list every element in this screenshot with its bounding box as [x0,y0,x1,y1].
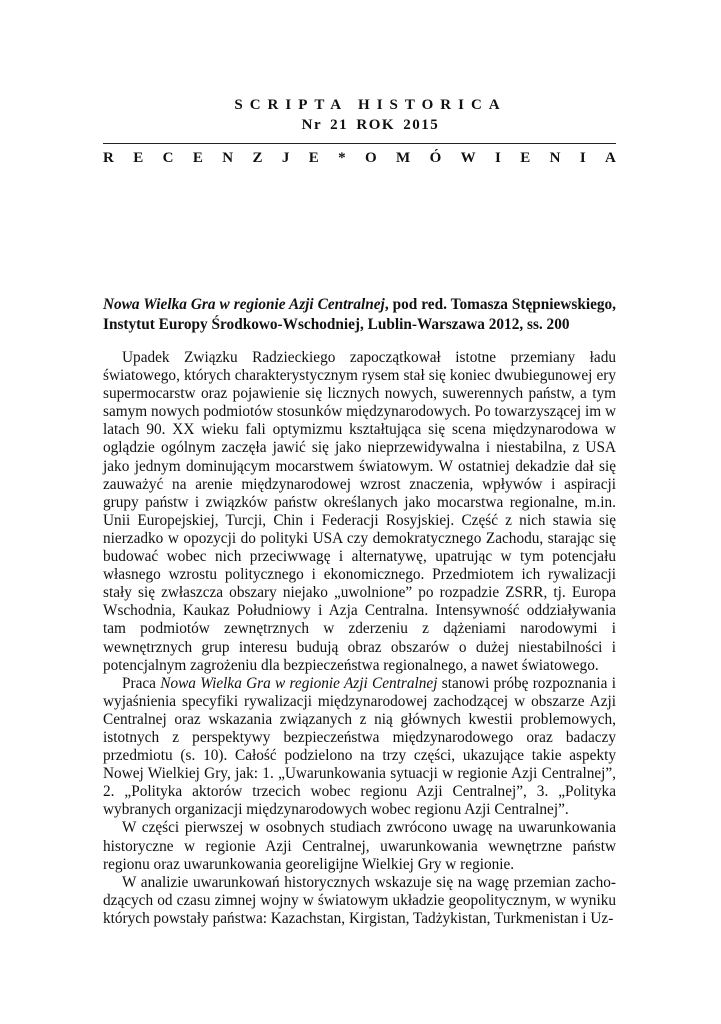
paragraph-3: W części pierwszej w osobnych studiach zwrócono uwagę na uwarunkowania historyczne w regionie Azji Centralnej, uwarunkowania wewnętrzne państw regionu oraz uwarunkowania georeligijne Wielkiej Gry w regionie. [103,819,616,873]
section-heading [103,150,616,167]
section-heading-letter: A [605,150,616,166]
section-heading-letter: J [281,150,290,166]
section-heading-letter: W [460,150,476,166]
header-divider [103,143,616,144]
section-heading-letter: I [494,150,501,166]
section-heading-letter: N [222,150,234,166]
section-heading-letter: M [396,150,411,166]
journal-issue: Nr 21 ROK 2015 [301,117,440,133]
paragraph-2-lead: Praca [122,674,161,692]
review-heading [103,295,616,335]
section-heading-letter: E [520,150,531,166]
paragraph-4: W analizie uwarunkowań historycznych wskazuje się na wagę przemian zachodzących od czasu zimnej wojny w światowym układzie geopolitycznym, w wyniku których powstały państwa: Kazachstan, Kirgistan, Tadżykistan, Turkmenistan i Uz- [103,873,616,927]
paragraph-2-title: Nowa Wielka Gra w regionie Azji Centralnej [160,674,438,692]
section-heading-letter: R [103,150,114,166]
section-heading-letter: E [192,150,203,166]
paragraph-1: Upadek Związku Radzieckiego zapoczątkował istotne przemiany ładu światowego, których charakterystycznym rysem stał się koniec dwubiegunowej ery supermocarstw oraz pojawienie się licznych nowych, suwerennych państw, a tym samym nowych podmiotów stosunków międzynarodowych. Po towarzyszącej im w latach 90. XX wieku fali optymizmu kształtująca się scena międzynarodowa w oglądzie ogólnym zaczęła jawić się jako nieprzewidywalna i niestabilna, z USA jako jednym dominującym mocarstwem światowym. W ostatniej dekadzie dał się zauważyć na arenie międzynarodowej wzrost znaczenia, wpływów i aspiracji grupy państw i związków państw określanych jako mocarstwa regionalne, m.in. Unii Europejskiej, Turcji, Chin i Federacji Rosyjskiej. Część z nich stawia się nierzadko w opozycji do polityki USA czy demokratycznego Zachodu, starając się budować wobec nich przeciwwagę i alternatywę, upatrując w tym potencjału własnego wzrostu politycznego i ekonomicznego. Przedmiotem ich rywalizacji stały się zwłaszcza obszary niejako „uwolnione” po rozpadzie ZSRR, tj. Europa Wschodnia, Kaukaz Południowy i Azja Centralna. Intensywność oddziaływania tam podmiotów zewnętrznych w zderzeniu z dążeniami narodowymi i wewnętrznych grup interesu budują obraz obszarów o dużej niestabilności i potencjalnym zagrożeniu dla bezpieczeństwa regionalnego, a nawet światowego. [103,349,616,674]
section-heading-letter: N [549,150,561,166]
section-heading-letter: C [162,150,174,166]
paragraph-2-rest: stanowi próbę rozpoznania i wyjaśnienia specyfiki rywalizacji międzynarodowej zachodzącej w obszarze Azji Centralnej oraz wskazania związanych z nią głównych kwestii problemowych, istotnych z perspektywy bezpieczeństwa międzynarodowego oraz badaczy przedmiotu (s. 10). Całość podzielono na trzy części, ukazujące takie aspekty Nowej Wielkiej Gry, jak: 1. „Uwarunkowania sytuacji w regionie Azji Centralnej”, 2. „Polityka aktorów trzecich wobec regionu Azji Centralnej”, 3. „Polityka wybranych organizacji międzynarodowych wobec regionu Azji Centralnej”. [103,674,616,819]
section-heading-letter: E [133,150,144,166]
section-heading-letter: * [338,150,346,166]
section-heading-letter: Ó [429,150,442,166]
book-details: , pod red. Tomasza Stępniewskiego, Instytut Europy Środkowo-Wschodniej, Lublin-Warszawa 2012, ss. 200 [103,296,616,333]
section-heading-letter: O [364,150,377,166]
review-body [103,349,616,928]
section-heading-letter: Z [252,150,263,166]
journal-title: SCRIPTA HISTORICA [234,97,507,113]
section-heading-letter: I [579,150,586,166]
section-heading-letter: E [308,150,319,166]
book-title: Nowa Wielka Gra w regionie Azji Centralnej [103,296,385,313]
paragraph-2 [103,675,616,820]
